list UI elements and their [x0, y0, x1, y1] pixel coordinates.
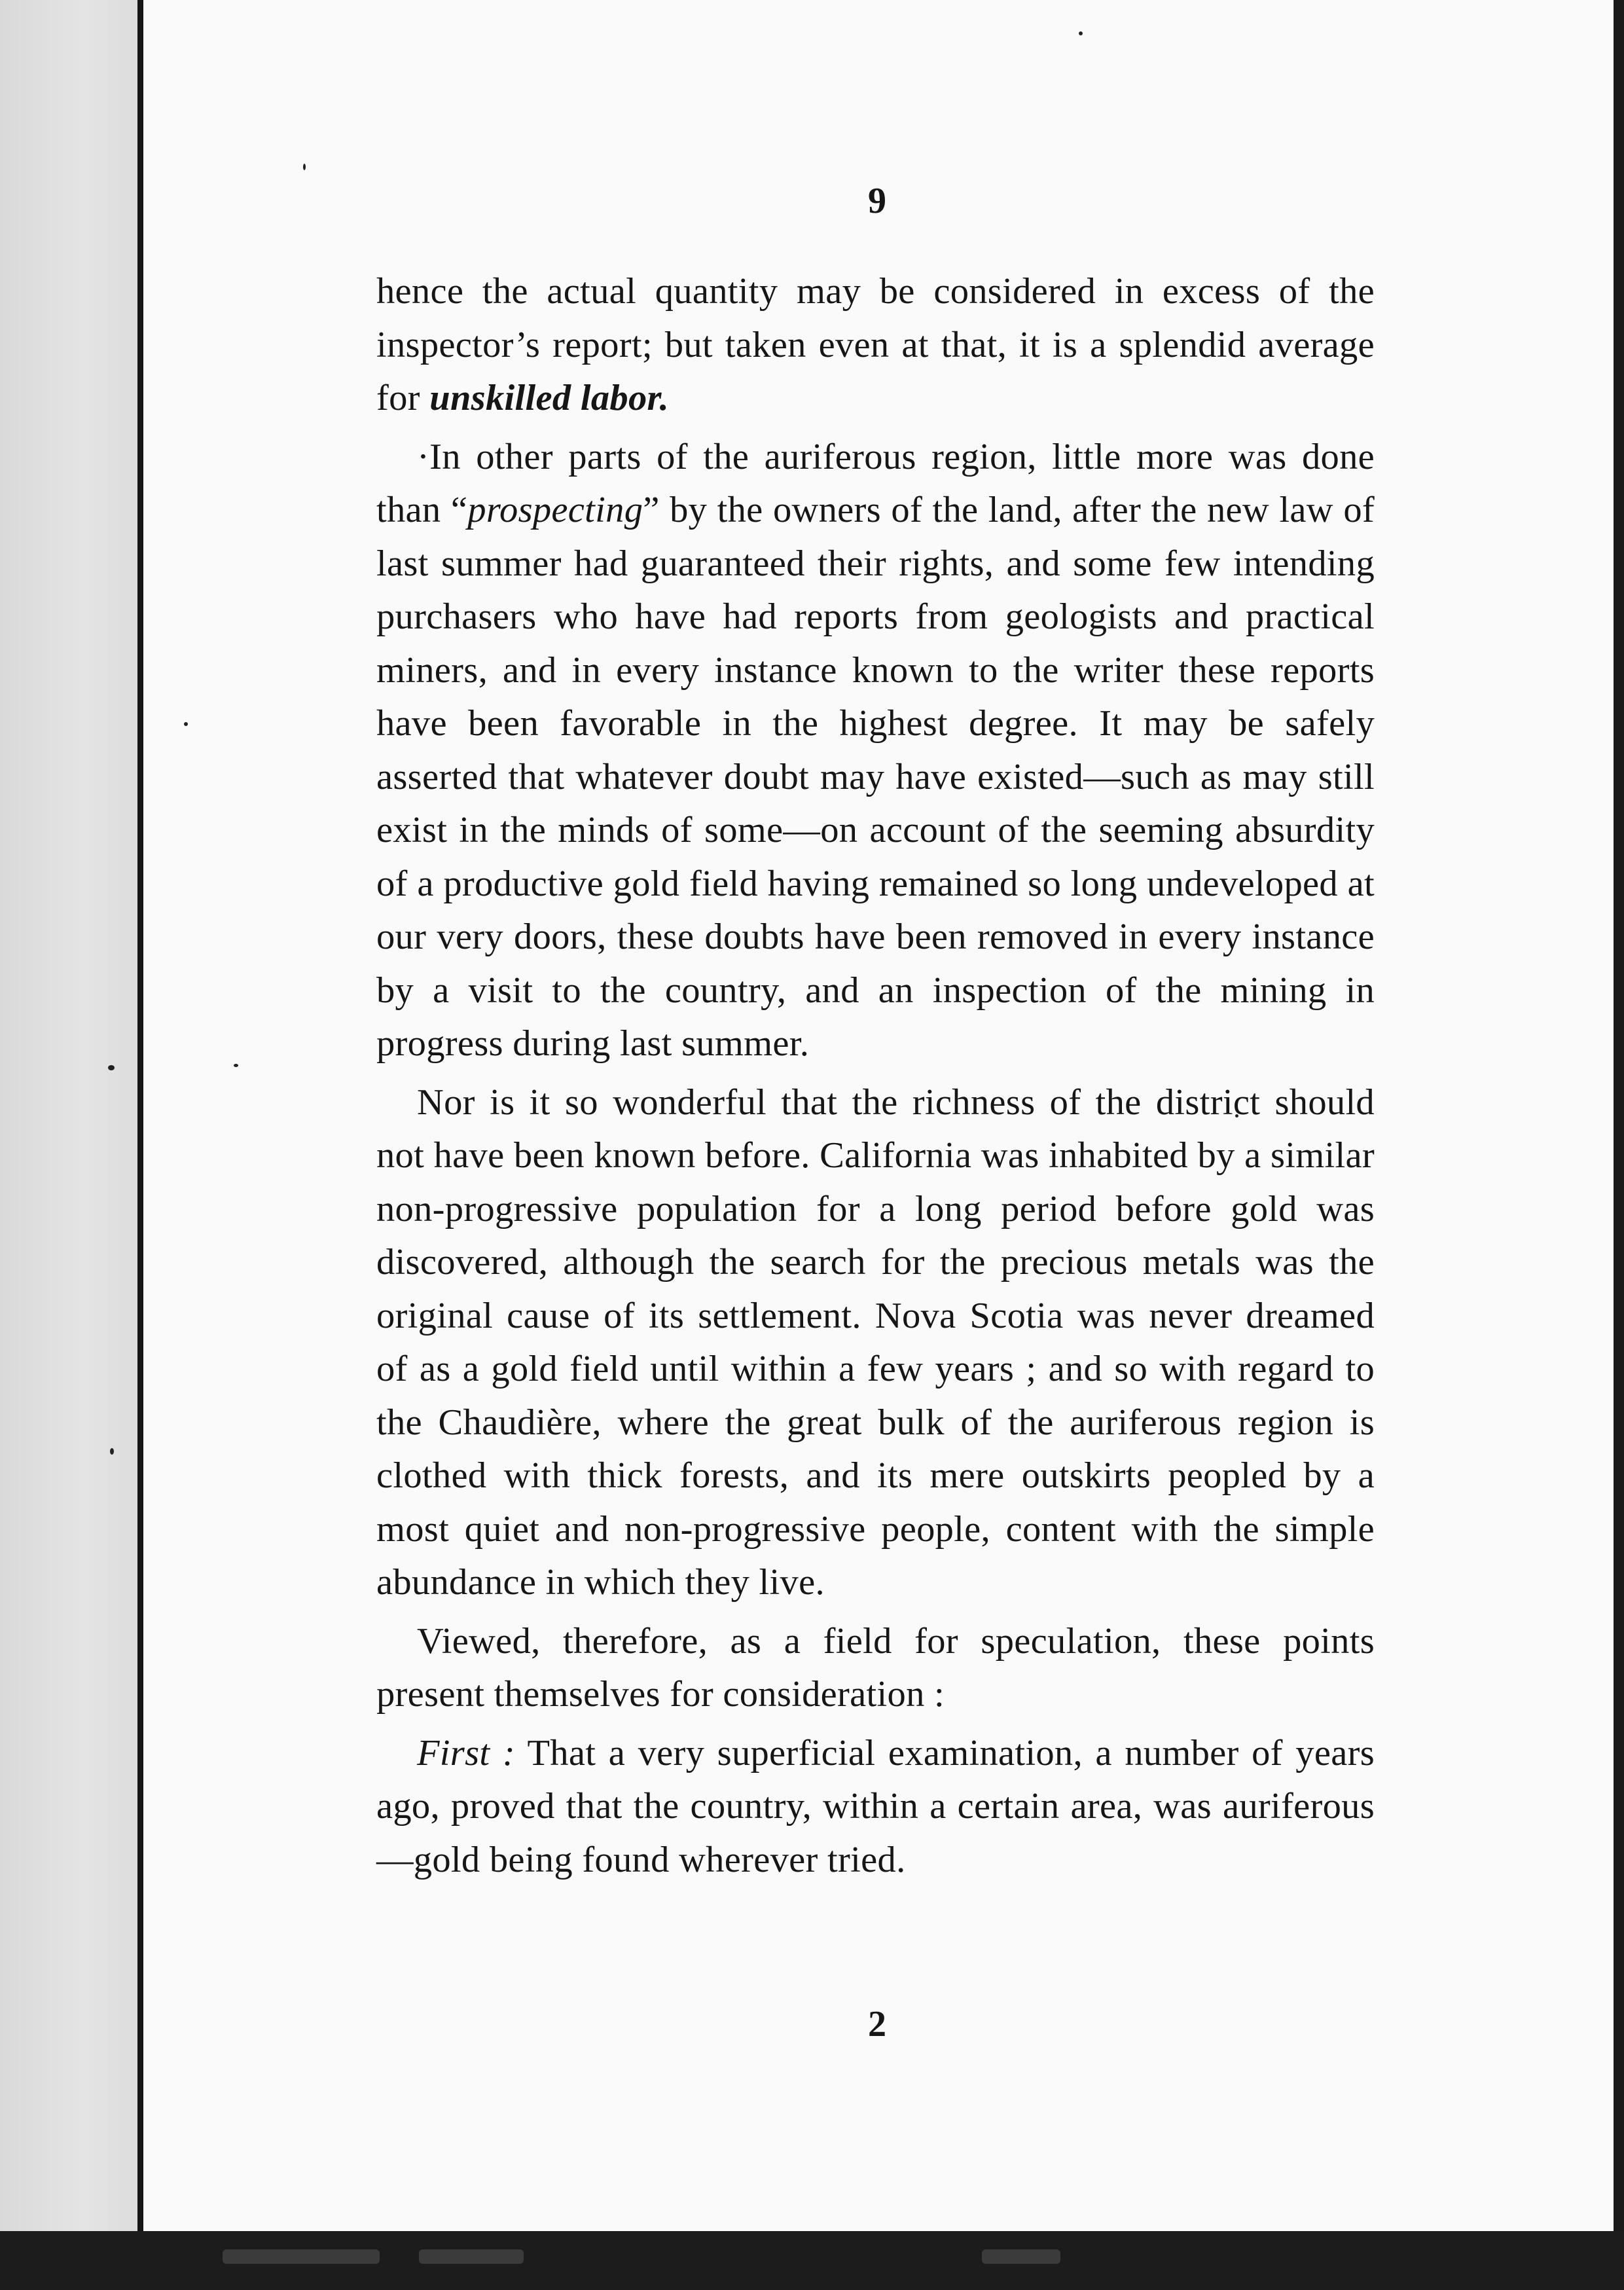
paragraph [376, 431, 1375, 1071]
scan-smudge [982, 2249, 1060, 2264]
text-run: Viewed, therefore, as a field for speculation, these points present themselves for consideration : [376, 1620, 1375, 1715]
scan-bottom-edge [0, 2231, 1624, 2290]
margin-speck [184, 722, 188, 726]
paragraph [376, 1615, 1375, 1722]
scan-smudge [223, 2249, 380, 2264]
margin-speck [1079, 31, 1083, 35]
emphasis-text: First : [417, 1732, 515, 1773]
binding-edge [137, 0, 143, 2232]
margin-speck [108, 1065, 115, 1070]
paragraph [376, 1076, 1375, 1610]
text-run: ·In other parts of the auriferous region, little more was done than “ [376, 436, 1375, 530]
emphasis-text: unskilled labor. [429, 378, 670, 418]
paragraph [376, 1727, 1375, 1887]
page-right-edge [1614, 0, 1624, 2231]
margin-speck [234, 1064, 238, 1067]
margin-speck [303, 164, 306, 170]
text-run: That a very superficial examination, a number of years ago, proved that the country, within a certain area, was auriferous—gold being found wherever tried. [376, 1732, 1375, 1880]
body-text [376, 265, 1375, 1887]
paragraph [376, 265, 1375, 426]
text-run: Nor is it so wonderful that the richness of the district should not have been known before. California was inhabited by a similar non-progressive population for a long period before gold was discovered, although the search for the precious metals was the original cause of its settlement. Nova Scotia was never dreamed of as a gold field until within a few years ; and so with regard to the Chaudière, where the great bulk of the auriferous region is clothed with thick forests, and its mere outskirts peopled by a most quiet and non-progressive people, content with the simple abundance in which they live. [376, 1081, 1375, 1603]
emphasis-text: prospecting [467, 490, 643, 530]
text-run: ” by the owners of the land, after the new law of last summer had guaranteed their rights, and some few intending purchasers who have had reports from geologists and practical miners, and in every instance known to the writer these reports have been favorable in the highest degree. It may be safely asserted that whatever doubt may have existed—such as may still exist in the minds of some—on account of the seeming absurdity of a productive gold field having remained so long undeveloped at our very doors, these doubts have been removed in every instance by a visit to the country, and an inspection of the mining in progress during last summer. [376, 490, 1375, 1064]
margin-speck [110, 1448, 114, 1455]
signature-mark: 2 [868, 2004, 886, 2045]
scan-smudge [419, 2249, 524, 2264]
page-number: 9 [868, 181, 886, 221]
text-run: hence the actual quantity may be considered in excess of the inspector’s report; but taken even at that, it is a splendid average for [376, 271, 1375, 418]
scan-left-margin [0, 0, 141, 2290]
